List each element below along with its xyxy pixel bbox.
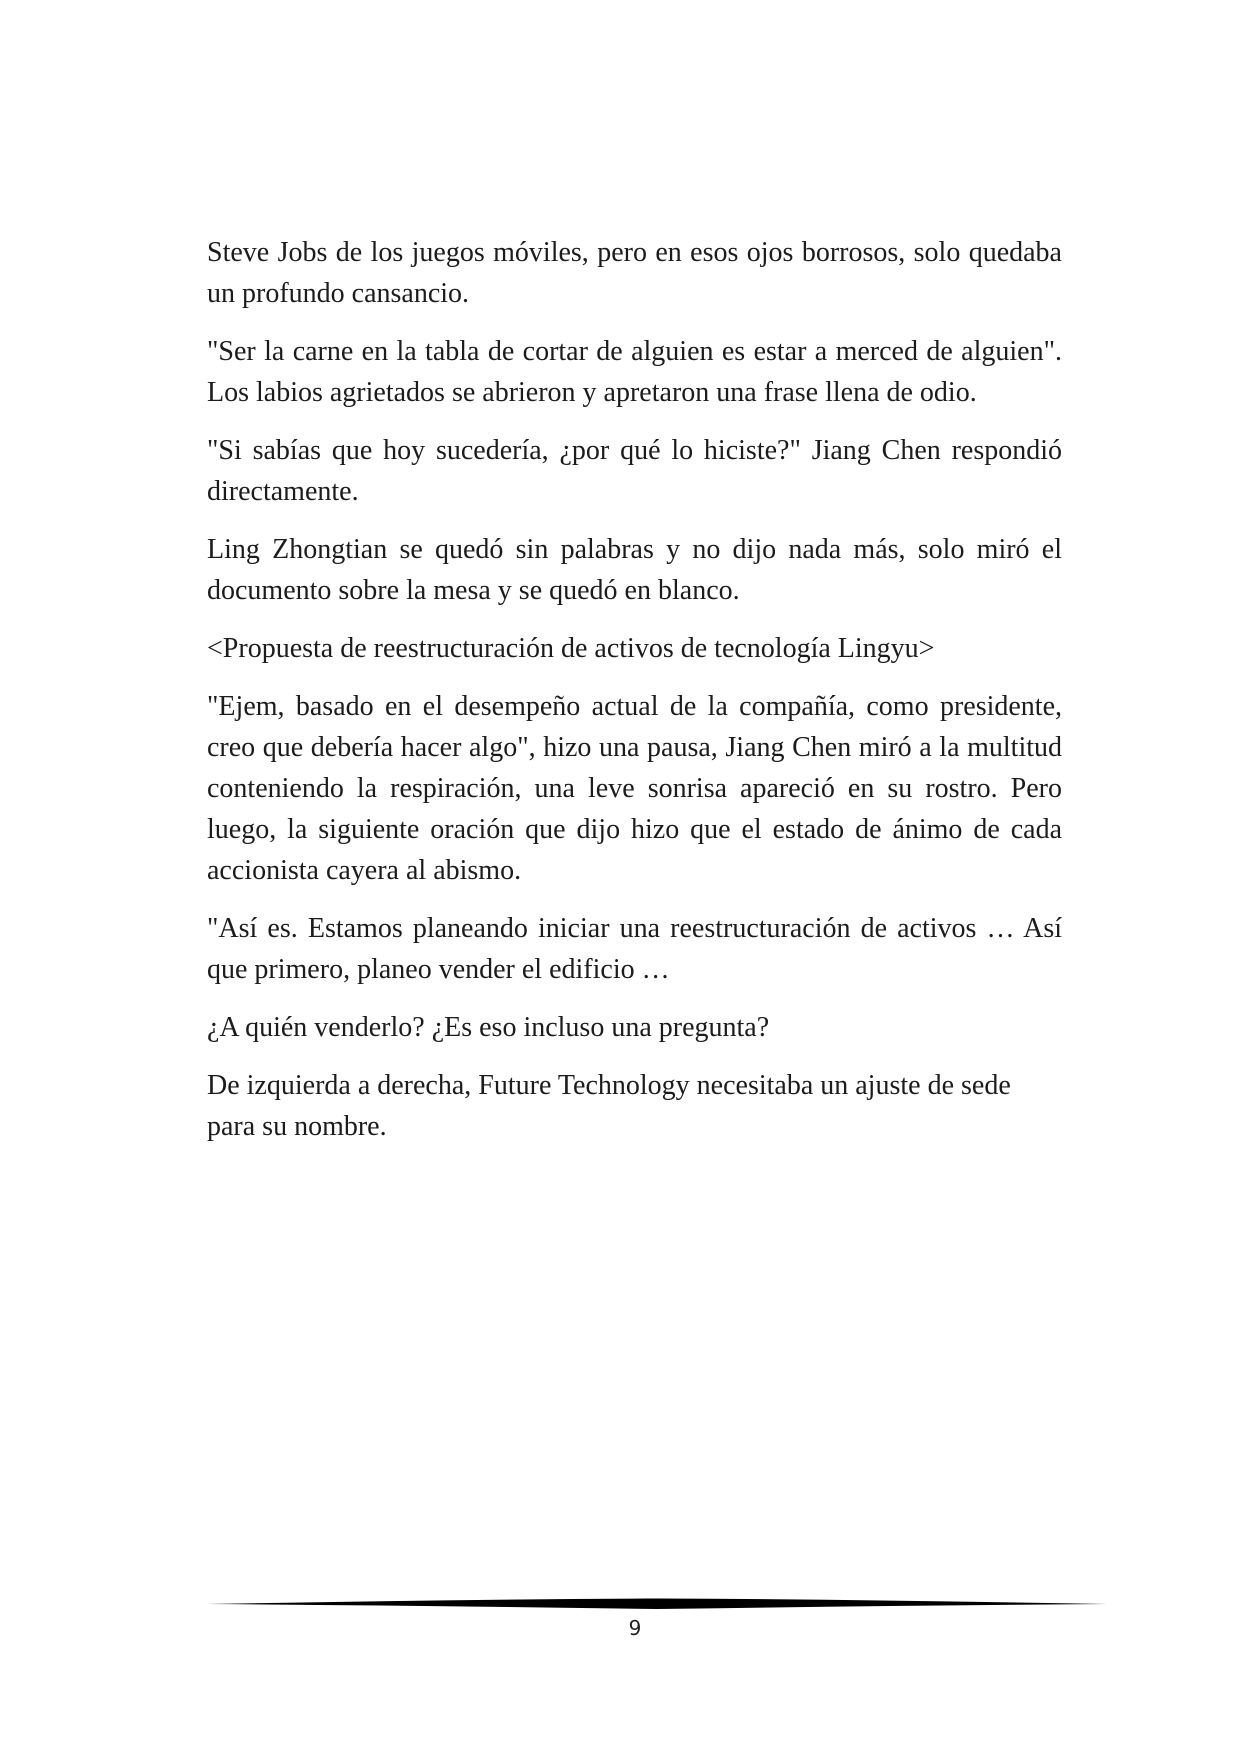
paragraph-4: Ling Zhongtian se quedó sin palabras y no dijo nada más, solo miró el documento sobre la mesa y se quedó en blanco. xyxy=(207,534,1062,606)
paragraph-1: Steve Jobs de los juegos móviles, pero en esos ojos borrosos, solo quedaba un profundo cansancio. xyxy=(207,237,1062,309)
paragraph-9: De izquierda a derecha, Future Technology necesitaba un ajuste de sede para su nombre. xyxy=(207,1070,1011,1142)
paragraph-7: "Así es. Estamos planeando iniciar una reestructuración de activos … Así que primero, planeo vender el edificio … xyxy=(207,913,1062,985)
paragraph-3: "Si sabías que hoy sucedería, ¿por qué lo hiciste?" Jiang Chen respondió directamente. xyxy=(207,435,1062,507)
body-text xyxy=(207,232,1062,1164)
paragraph-5-document-title: <Propuesta de reestructuración de activos de tecnología Lingyu> xyxy=(207,633,935,664)
paragraph-6: "Ejem, basado en el desempeño actual de la compañía, como presidente, creo que debería hacer algo", hizo una pausa, Jiang Chen miró a la multitud conteniendo la respiración, una leve sonrisa apareció en su rostro. Pero luego, la siguiente oración que dijo hizo que el estado de ánimo de cada accionista cayera al abismo. xyxy=(207,691,1062,886)
paragraph-8: ¿A quién venderlo? ¿Es eso incluso una pregunta? xyxy=(207,1012,770,1043)
footer-divider xyxy=(207,1596,1107,1612)
page-number: 9 xyxy=(628,1616,642,1640)
paragraph-2: "Ser la carne en la tabla de cortar de alguien es estar a merced de alguien". Los labios agrietados se abrieron y apretaron una frase llena de odio. xyxy=(207,336,1062,408)
